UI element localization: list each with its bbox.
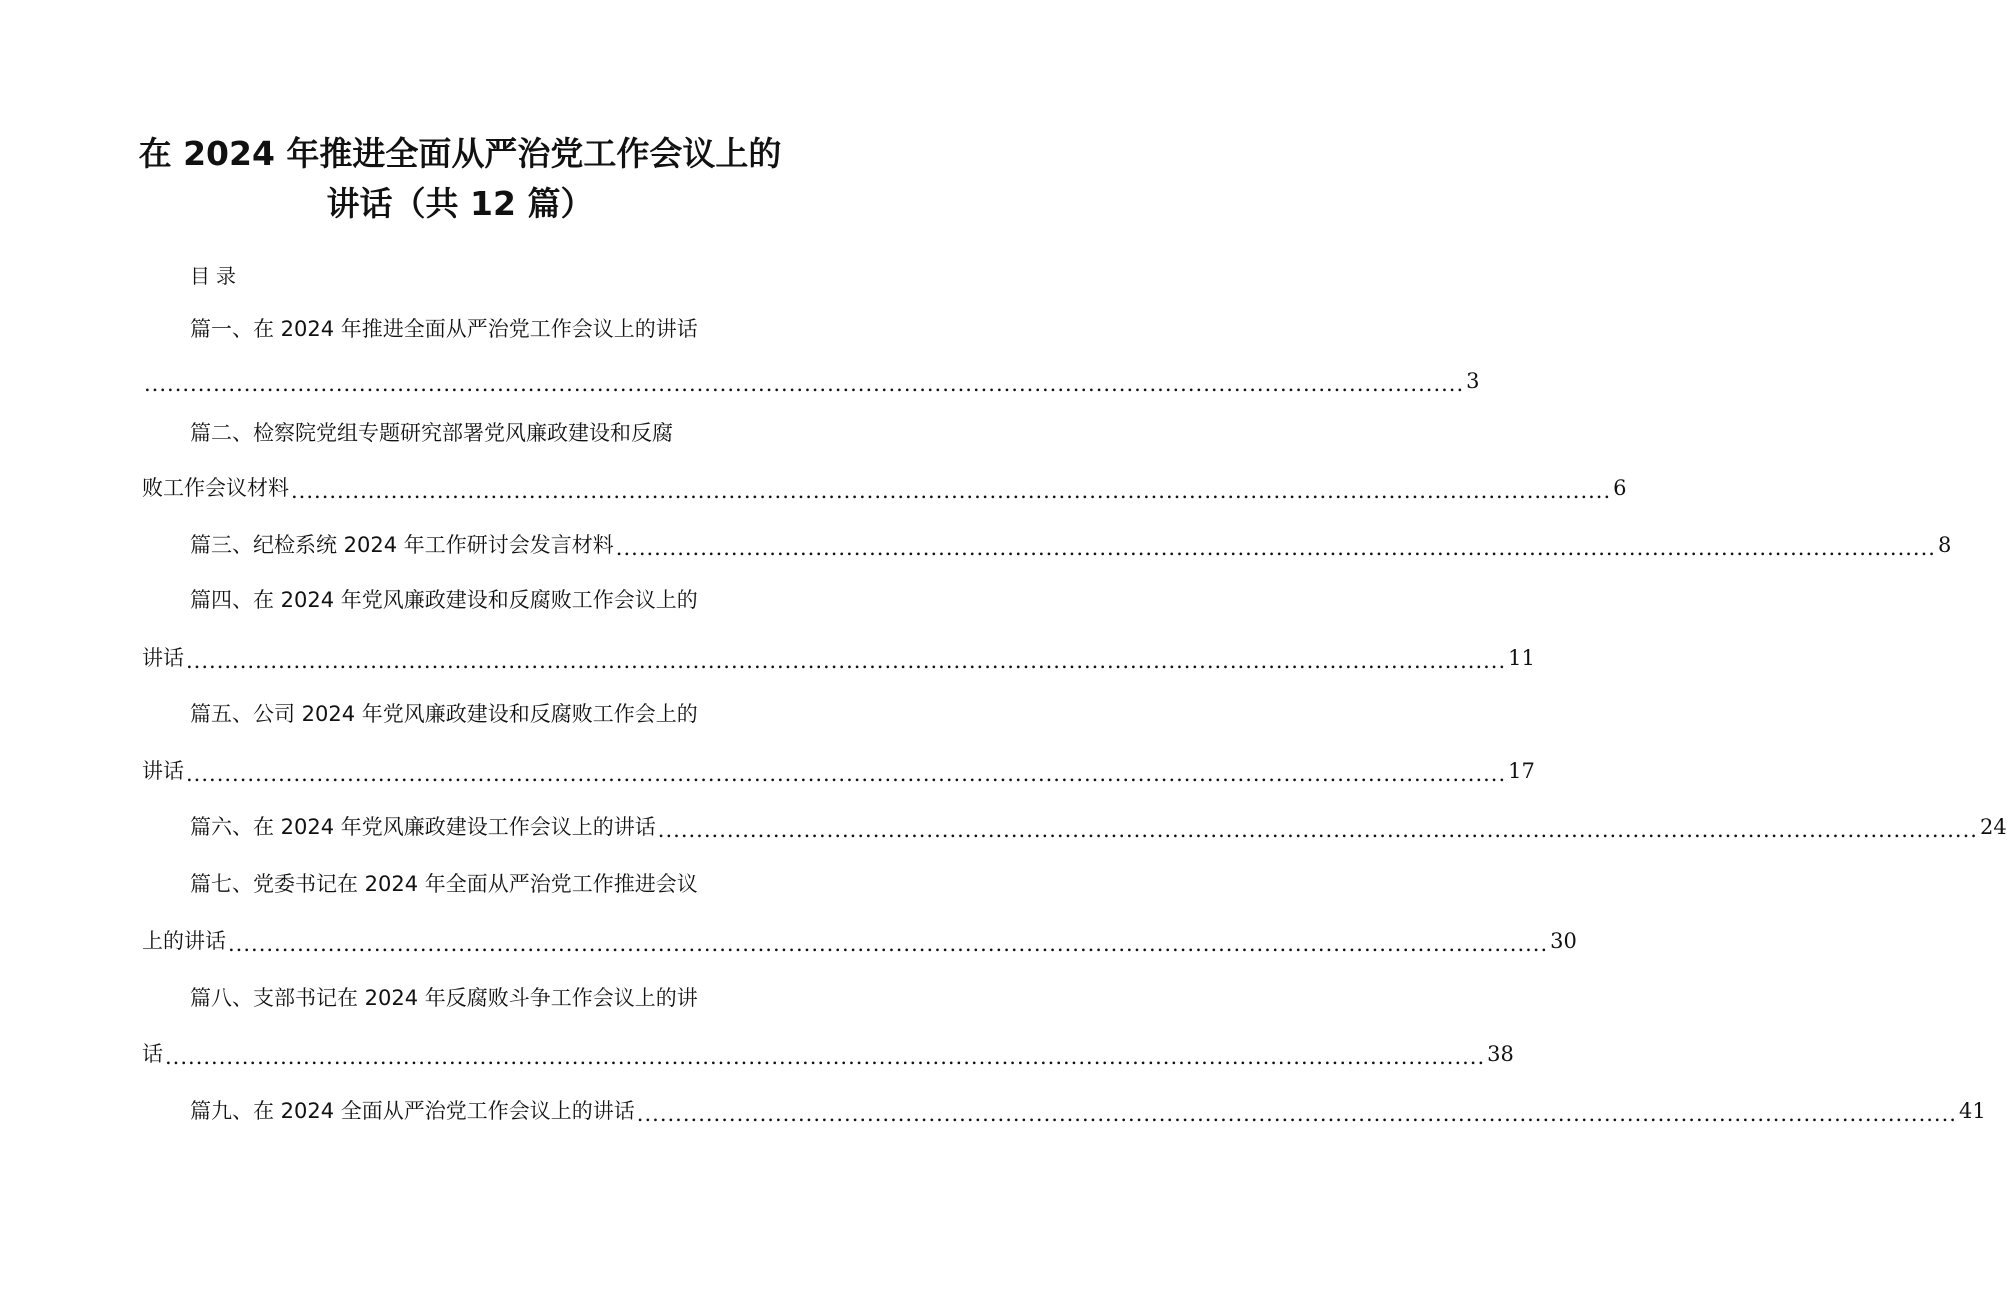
toc-entry-2-leader[interactable] (142, 473, 1627, 503)
toc-entry-2-title[interactable]: 篇二、检察院党组专题研究部署党风廉政建设和反腐 (190, 421, 673, 445)
toc-entry-4-leader[interactable] (142, 643, 1535, 673)
toc-entry-7-leader[interactable] (142, 926, 1577, 956)
toc-entry-4-page: 11 (1508, 646, 1535, 670)
toc-entry-1-leader[interactable] (142, 366, 1480, 396)
toc-entry-1-page: 3 (1466, 369, 1480, 393)
toc-entry-9-page: 41 (1958, 1099, 1986, 1123)
dot-leader: ............................................................................................................................................................................ (144, 372, 1465, 396)
dot-leader: ............................................................................................................................................................................ (186, 762, 1507, 786)
toc-entry-7-title-cont: 上的讲话 (142, 929, 226, 953)
document-title-line1: 在 2024 年推进全面从严治党工作会议上的 (138, 134, 782, 173)
dot-leader: ............................................................................................................................................................................ (636, 1102, 1957, 1126)
toc-entry-8-title-cont: 话 (142, 1042, 163, 1066)
toc-heading: 目录 (190, 264, 242, 288)
toc-entry-6-page: 24 (1979, 815, 2007, 839)
dot-leader: ............................................................................................................................................................................ (228, 932, 1549, 956)
toc-entry-4-title-cont: 讲话 (142, 646, 184, 670)
dot-leader: ............................................................................................................................................................................ (615, 536, 1936, 560)
toc-entry-7-page: 30 (1550, 929, 1577, 953)
toc-entry-3-title: 篇三、纪检系统 2024 年工作研讨会发言材料 (190, 533, 614, 557)
toc-entry-6-title: 篇六、在 2024 年党风廉政建设工作会议上的讲话 (190, 815, 656, 839)
toc-entry-9-title: 篇九、在 2024 全面从严治党工作会议上的讲话 (190, 1099, 635, 1123)
document-title-line2: 讲话（共 12 篇） (326, 184, 594, 223)
toc-entry-3-page: 8 (1937, 533, 1952, 557)
toc-entry-5-page: 17 (1508, 759, 1535, 783)
toc-entry-7-title[interactable]: 篇七、党委书记在 2024 年全面从严治党工作推进会议 (190, 872, 698, 896)
toc-entry-1-title[interactable]: 篇一、在 2024 年推进全面从严治党工作会议上的讲话 (190, 317, 698, 341)
dot-leader: ............................................................................................................................................................................ (291, 479, 1612, 503)
toc-entry-3[interactable] (190, 530, 1952, 560)
toc-entry-8-title[interactable]: 篇八、支部书记在 2024 年反腐败斗争工作会议上的讲 (190, 986, 698, 1010)
dot-leader: ............................................................................................................................................................................ (657, 818, 1978, 842)
dot-leader: ............................................................................................................................................................................ (186, 649, 1507, 673)
toc-entry-5-title-cont: 讲话 (142, 759, 184, 783)
toc-entry-6[interactable] (190, 812, 2007, 842)
toc-entry-2-title-cont: 败工作会议材料 (142, 476, 289, 500)
toc-entry-4-title[interactable]: 篇四、在 2024 年党风廉政建设和反腐败工作会议上的 (190, 588, 698, 612)
toc-entry-8-leader[interactable] (142, 1039, 1514, 1069)
toc-entry-5-leader[interactable] (142, 756, 1535, 786)
toc-entry-2-page: 6 (1613, 476, 1627, 500)
dot-leader: ............................................................................................................................................................................ (165, 1045, 1486, 1069)
toc-entry-5-title[interactable]: 篇五、公司 2024 年党风廉政建设和反腐败工作会上的 (190, 702, 698, 726)
toc-entry-8-page: 38 (1487, 1042, 1514, 1066)
toc-entry-9[interactable] (190, 1096, 1986, 1126)
